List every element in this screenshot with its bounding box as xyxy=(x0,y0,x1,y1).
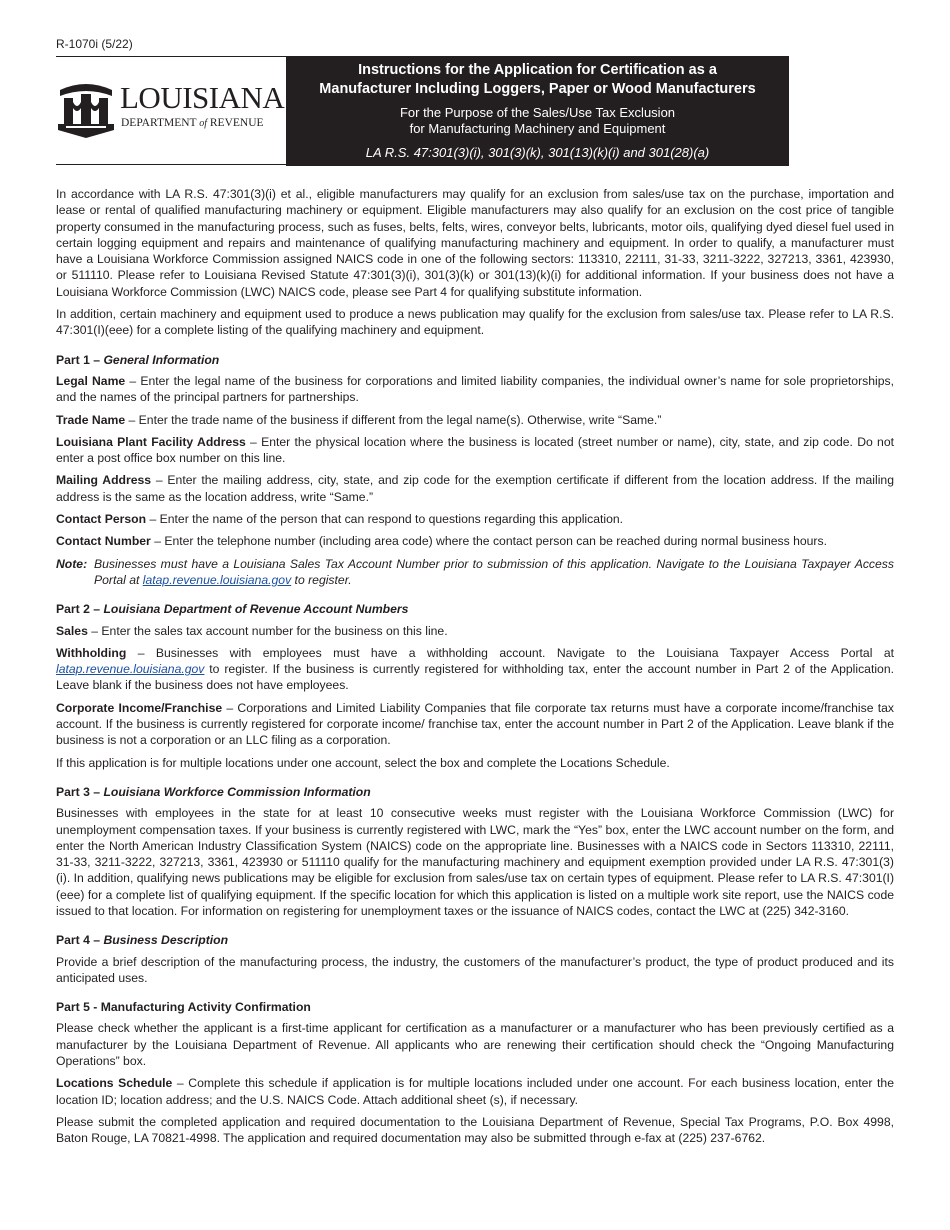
logo-dept-prefix: DEPARTMENT xyxy=(121,117,197,129)
document-title xyxy=(286,61,789,99)
multiple-locations-instruction: If this application is for multiple locations under one account, select the box and complete the Locations Schedule. xyxy=(56,755,670,770)
contact-number-instruction xyxy=(56,533,894,549)
intro-paragraph-2: In addition, certain machinery and equipment used to produce a news publication may qualify for the exclusion from sales/use tax. Please refer to LA R.S. 47:301(I)(eee) for a complete listing of the qualifying machinery and equipment. xyxy=(56,307,894,338)
bottom-rule xyxy=(56,164,286,165)
logo-dept-of: of xyxy=(199,118,208,129)
withholding-text-b: to register. If the business is currently registered for withholding tax, enter the account number in Part 2 of the Application. Leave blank if the business does not have employees. xyxy=(56,662,894,693)
legal-name-label: Legal Name xyxy=(56,373,126,388)
note-text-a: Businesses must have a Louisiana Sales Tax Account Number prior to submission of this application. Navigate to the Louisiana Taxpayer Access Portal at xyxy=(94,556,894,587)
corporate-label: Corporate Income/Franchise xyxy=(56,700,223,715)
part3-heading xyxy=(56,784,894,800)
form-number: R-1070i (5/22) xyxy=(56,37,133,51)
pelican-emblem-icon xyxy=(56,80,116,140)
note-label: Note: xyxy=(56,556,88,571)
logo-name: LOUISIANA xyxy=(120,80,285,115)
corporate-instruction xyxy=(56,700,894,749)
plant-address-instruction xyxy=(56,434,894,467)
mailing-address-text: – Enter the mailing address, city, state, and zip code for the exemption certificate if different from the location address. If the mailing address is the same as the location address, write “Same.” xyxy=(56,473,894,504)
contact-person-label: Contact Person xyxy=(56,512,147,527)
sales-label: Sales xyxy=(56,623,88,638)
contact-person-instruction xyxy=(56,511,894,527)
part5-text: Please check whether the applicant is a first-time applicant for certification as a manufacturer or a manufacturer who has been previously certified as a manufacturer by the Louisiana Department of Revenue. All applicants who are renewing their certification should check the “Ongoing Manufacturing Operations” box. xyxy=(56,1021,894,1069)
mailing-address-instruction xyxy=(56,472,894,505)
subtitle-line-1: For the Purpose of the Sales/Use Tax Exclusion xyxy=(399,105,676,120)
sales-text: – Enter the sales tax account number for the business on this line. xyxy=(87,623,448,638)
legal-name-text: – Enter the legal name of the business for corporations and limited liability companies, the individual owner’s name for sole proprietorships, and the names of the principal partners for partnerships. xyxy=(56,373,894,405)
intro-paragraph-1: In accordance with LA R.S. 47:301(3)(i) et al., eligible manufacturers may qualify for an exclusion from sales/use tax on the purchase, importation and lease or rental of qualified manufacturing machinery or equipment. Eligible manufacturers may also qualify for an exclusion on the cost price of tangible property consumed in the manufacturing process, such as fuses, belts, felts, wires, conveyor belts, lubricants, motor oils, qualifying dyed diesel fuel used in certain logging equipment and repairs and maintenance of qualifying manufacturing machinery and equipment. In order to qualify, a manufacturer must have a Louisiana Workforce Commission assigned NAICS code in one of the following sectors: 113310, 22111, 31-33, 3211-3222, 327213, 3361, 423930, or 511110. Please refer to Louisiana Revised Statute 47:301(3)(i), 301(3)(k) or 301(13)(k)(i) for additional information. If your business does not have a Louisiana Workforce Commission (LWC) NAICS code, please see Part 4 for qualifying substitute information. xyxy=(56,187,894,299)
plant-address-text: – Enter the physical location where the business is located (street number or name), city, state, and zip code. Do not enter a post office box number on this line. xyxy=(56,434,894,466)
part2-heading-prefix: Part 2 – xyxy=(56,602,101,617)
part2-heading xyxy=(56,601,894,617)
title-line-2: Manufacturer Including Loggers, Paper or Wood Manufacturers xyxy=(319,81,756,97)
trade-name-label: Trade Name xyxy=(56,412,126,427)
part4-heading xyxy=(56,932,894,948)
withholding-latap-link[interactable]: latap.revenue.louisiana.gov xyxy=(56,662,205,677)
trade-name-instruction xyxy=(56,412,894,428)
instructions-body xyxy=(56,186,894,1153)
locations-schedule-label: Locations Schedule xyxy=(56,1076,173,1091)
contact-number-label: Contact Number xyxy=(56,534,151,549)
note-text-b: to register. xyxy=(291,572,352,587)
withholding-text-a: – Businesses with employees must have a withholding account. Navigate to the Louisiana Taxpayer Access Portal at xyxy=(126,645,894,660)
trade-name-text: – Enter the trade name of the business if different from the legal name(s). Otherwise, write “Same.” xyxy=(125,412,662,427)
withholding-instruction xyxy=(56,645,894,694)
corporate-text: – Corporations and Limited Liability Companies that file corporate tax returns must have a corporate income/franchise tax account. If the business is currently registered for corporate income/ franchise tax, enter the account number in Part 2 of the Application. Leave blank if the business is not a corporation or an LLC filing as a corporation. xyxy=(56,700,894,748)
submission-instruction: Please submit the completed application and required documentation to the Louisiana Department of Revenue, Special Tax Programs, P.O. Box 4998, Baton Rouge, LA 70821-4998. The application and required documentation may also be submitted through e-fax at (225) 237-6762. xyxy=(56,1114,894,1146)
title-line-1: Instructions for the Application for Certification as a xyxy=(358,62,717,78)
part3-text: Businesses with employees in the state for at least 10 consecutive weeks must register with the Louisiana Workforce Commission (LWC) for unemployment compensation taxes. If your business is currently registered with LWC, mark the “Yes” box, enter the LWC account number on the form, and enter the North American Industry Classification System (NAICS) code on the appropriate line. Businesses with a NAICS code in Sectors 113310, 22111, 31-33, 3211-3222, 327213, 3361, 423930 or 511110 qualify for the manufacturing machinery and equipment exemption provided under LA R.S. 47:301(3)(i). In addition, qualifying news publications may be eligible for exclusion from sales/use tax on certain types of equipment. Please refer to LA R.S. 47:301(I)(eee) for a complete list of qualifying equipment. If the specific location for which this application is listed on a multiple work site report, use the NAICS code issued to that location. For information on registering for unemployment taxes or the issuance of NAICS codes, contact the LWC at (225) 342-3160. xyxy=(56,806,894,918)
legal-name-instruction xyxy=(56,373,894,406)
document-subtitle xyxy=(286,105,789,137)
statute-reference: LA R.S. 47:301(3)(i), 301(3)(k), 301(13)(k)(i) and 301(28)(a) xyxy=(365,145,710,160)
part1-heading xyxy=(56,352,894,368)
title-block xyxy=(286,56,789,166)
locations-schedule-text: – Complete this schedule if application is for multiple locations included under one account. For each business location, enter the location ID; location address; and the U.S. NAICS Code. Attach additional sheet (s), if necessary. xyxy=(56,1076,894,1107)
part3-heading-prefix: Part 3 – xyxy=(56,784,101,799)
part4-heading-title: Business Description xyxy=(103,933,229,948)
louisiana-revenue-logo xyxy=(56,80,285,140)
withholding-label: Withholding xyxy=(56,645,127,660)
part4-text: Provide a brief description of the manufacturing process, the industry, the customers of the manufacturer’s product, the type of product produced and its anticipated uses. xyxy=(56,954,894,985)
note xyxy=(56,556,894,589)
sales-instruction xyxy=(56,623,894,639)
contact-number-text: – Enter the telephone number (including area code) where the contact person can be reached during normal business hours. xyxy=(150,534,827,549)
top-rule xyxy=(56,56,286,57)
part4-heading-prefix: Part 4 – xyxy=(56,933,101,948)
logo-dept-suffix: REVENUE xyxy=(209,117,264,129)
locations-schedule-instruction xyxy=(56,1075,894,1108)
part1-heading-prefix: Part 1 – xyxy=(56,352,101,367)
plant-address-label: Louisiana Plant Facility Address xyxy=(56,434,246,449)
latap-link[interactable]: latap.revenue.louisiana.gov xyxy=(142,572,292,587)
part1-heading-title: General Information xyxy=(103,352,220,367)
part3-heading-title: Louisiana Workforce Commission Information xyxy=(103,784,371,799)
contact-person-text: – Enter the name of the person that can respond to questions regarding this application. xyxy=(146,512,624,527)
part2-heading-title: Louisiana Department of Revenue Account Numbers xyxy=(103,602,409,617)
part5-heading: Part 5 - Manufacturing Activity Confirmation xyxy=(56,1000,311,1015)
logo-department xyxy=(121,117,264,129)
subtitle-line-2: for Manufacturing Machinery and Equipment xyxy=(409,121,666,136)
mailing-address-label: Mailing Address xyxy=(56,473,152,488)
note-text xyxy=(94,556,894,589)
